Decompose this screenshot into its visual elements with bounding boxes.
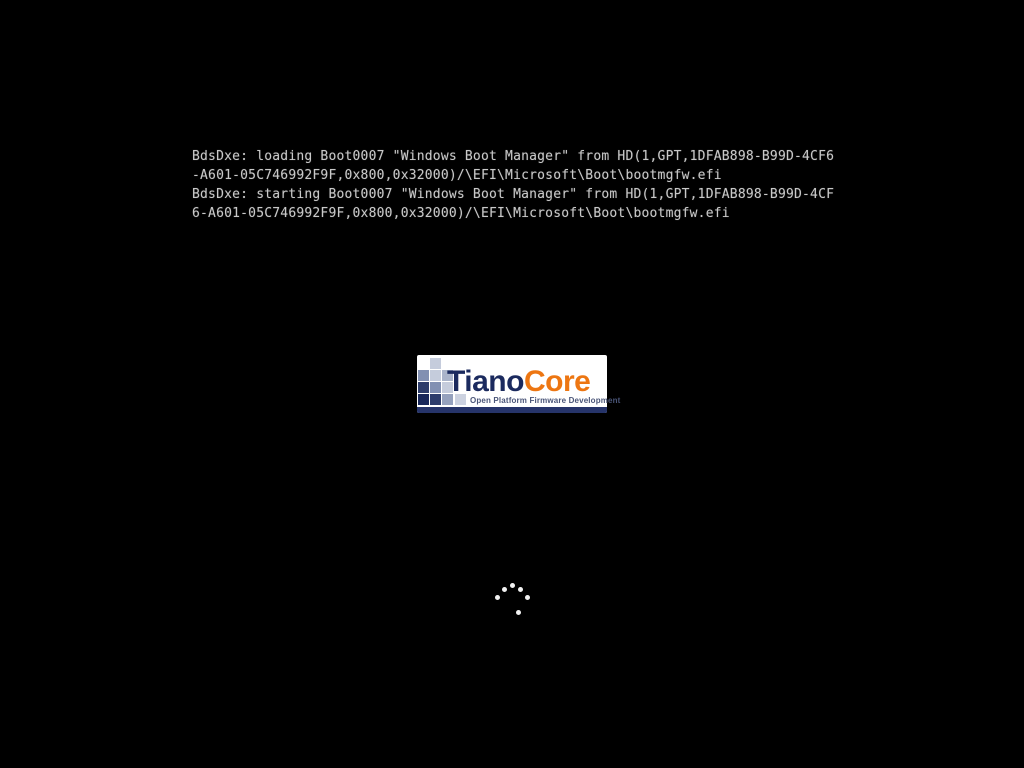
mosaic-square xyxy=(418,382,429,393)
mosaic-square xyxy=(430,370,441,381)
console-line: BdsDxe: starting Boot0007 "Windows Boot Manager" from HD(1,GPT,1DFAB898-B99D-4CF xyxy=(192,187,835,202)
console-line: BdsDxe: loading Boot0007 "Windows Boot Manager" from HD(1,GPT,1DFAB898-B99D-4CF6 xyxy=(192,149,835,164)
logo-title-tiano: Tiano xyxy=(447,365,524,398)
spinner-dot xyxy=(518,587,523,592)
mosaic-square xyxy=(418,394,429,405)
logo-title xyxy=(447,367,590,397)
console-line: 6-A601-05C746992F9F,0x800,0x32000)/\EFI\Microsoft\Boot\bootmgfw.efi xyxy=(192,206,730,221)
tianocore-logo xyxy=(417,355,621,413)
firmware-console-output xyxy=(192,147,834,223)
logo-tagline: Open Platform Firmware Development xyxy=(470,396,621,405)
logo-title-core: Core xyxy=(523,365,591,398)
spinner-dot xyxy=(502,587,507,592)
spinner-dot xyxy=(516,610,521,615)
logo-bottom-bar xyxy=(417,407,607,413)
console-line: -A601-05C746992F9F,0x800,0x32000)/\EFI\Microsoft\Boot\bootmgfw.efi xyxy=(192,168,722,183)
mosaic-square xyxy=(430,358,441,369)
spinner-dot xyxy=(525,595,530,600)
mosaic-square xyxy=(418,370,429,381)
spinner-dot xyxy=(510,583,515,588)
spinner-dot xyxy=(495,595,500,600)
mosaic-square xyxy=(430,382,441,393)
mosaic-square xyxy=(430,394,441,405)
